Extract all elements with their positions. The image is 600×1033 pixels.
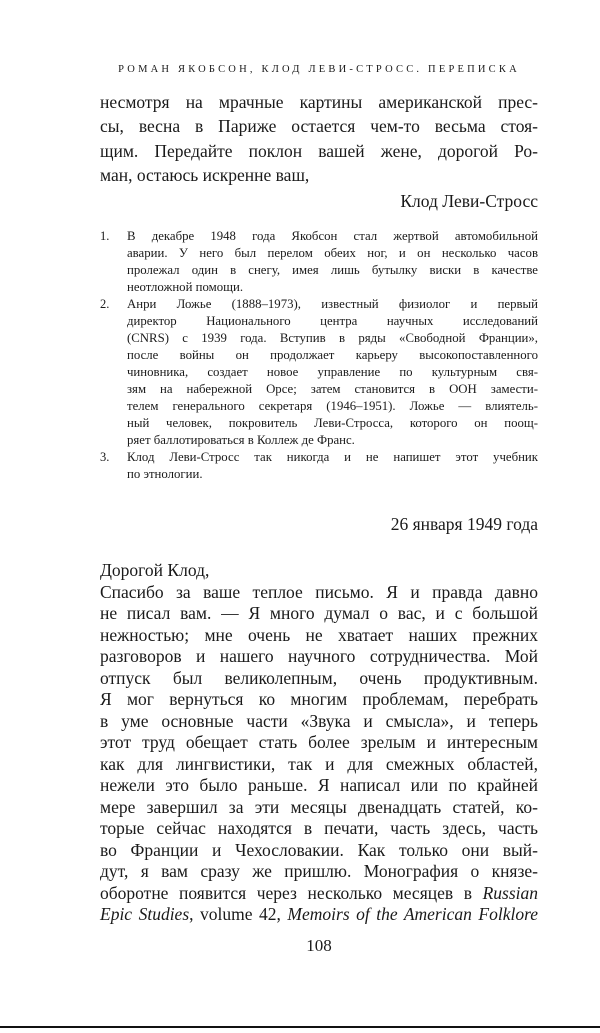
text-line: этот труд обещает стать более зрелым и интересным xyxy=(100,732,538,752)
footnotes xyxy=(100,228,538,483)
footnote-2 xyxy=(100,296,538,449)
signature: Клод Леви-Стросс xyxy=(400,191,538,212)
footnote-line: зям на набережной Орсе; затем становится в ООН замести- xyxy=(127,382,538,396)
footnote-number: 1. xyxy=(100,229,110,243)
footnote-line: директор Национального центра научных исследований xyxy=(127,314,538,328)
bottom-rule xyxy=(0,1026,600,1028)
footnote-line: В декабре 1948 года Якобсон стал жертвой автомобильной xyxy=(127,229,538,243)
text-segment: , volume 42, xyxy=(189,904,288,924)
footnote-line: по этнологии. xyxy=(127,467,203,481)
text-line: разговоров и нашего научного сотрудничества. Мой xyxy=(100,646,538,666)
footnote-number: 3. xyxy=(100,450,110,464)
text-segment: оборотне появится через несколько месяцев в xyxy=(100,882,472,903)
letter-body xyxy=(100,560,538,926)
footnote-line: после войны он продолжает карьеру высокопоставленного xyxy=(127,348,538,362)
salutation: Дорогой Клод, xyxy=(100,560,210,580)
footnote-line: Анри Ложье (1888–1973), известный физиолог и первый xyxy=(127,297,538,311)
text-line: сы, весна в Париже остается чем-то весьма стоя- xyxy=(100,116,538,137)
italic-title: Russian xyxy=(482,882,538,903)
footnote-line: пролежал один в снегу, имея лишь бутылку виски в качестве xyxy=(127,263,538,277)
footnote-line: ный человек, покровитель Леви-Стросса, которого он поощ- xyxy=(127,416,538,430)
footnote-line: неотложной помощи. xyxy=(127,280,244,294)
letter-date: 26 января 1949 года xyxy=(390,514,538,534)
text-line: во Франции и Чехословакии. Как только они вый- xyxy=(100,839,538,860)
text-line: отпуск был великолепным, очень продуктивным. xyxy=(100,667,538,688)
footnote-number: 2. xyxy=(100,297,110,311)
footnote-1 xyxy=(100,228,538,296)
footnote-line: ряет баллотироваться в Коллеж де Франс. xyxy=(127,433,355,447)
text-line: как для лингвистики, так и для смежных областей, xyxy=(100,753,538,774)
text-line: в уме основные части «Звука и смысла», и теперь xyxy=(100,710,538,731)
italic-title: Epic Studies xyxy=(100,904,190,924)
text-line xyxy=(100,883,538,905)
text-line: нежели это было раньше. Я написал или по крайней xyxy=(100,775,538,795)
text-line: Я мог вернуться ко многим проблемам, перебрать xyxy=(100,689,538,709)
italic-title: Memoirs of the American Folklore xyxy=(287,904,538,924)
footnote-3 xyxy=(100,449,538,483)
text-line: Спасибо за ваше теплое письмо. Я и правда давно xyxy=(100,581,538,602)
text-line xyxy=(100,904,538,926)
text-line: ман, остаюсь искренне ваш, xyxy=(100,164,310,185)
page-number: 108 xyxy=(306,936,332,955)
text-line: нежностью; мне очень не хватает наших прежних xyxy=(100,624,538,645)
text-line: торые сейчас находятся в печати, часть здесь, часть xyxy=(100,818,538,838)
text-line: не писал вам. — Я много думал о вас, и с большой xyxy=(100,603,538,623)
footnote-line: аварии. У него был перелом обеих ног, и он несколько часов xyxy=(127,246,538,260)
footnote-line: телем генерального секретаря (1946–1951). Ложье — влиятель- xyxy=(127,399,538,413)
footnote-line: (CNRS) с 1939 года. Вступив в ряды «Свободной Франции», xyxy=(127,331,538,345)
running-header: РОМАН ЯКОБСОН, КЛОД ЛЕВИ-СТРОСС. ПЕРЕПИСКА xyxy=(118,64,520,75)
text-line: несмотря на мрачные картины американской прес- xyxy=(100,92,538,112)
footnote-line: чиновника, создает новое управление по культурным свя- xyxy=(127,365,538,379)
text-line: щим. Передайте поклон вашей жене, дорогой Ро- xyxy=(100,140,538,161)
text-line: дут, я вам сразу же пришлю. Монография о князе- xyxy=(100,861,538,881)
text-line: мере завершил за эти месяцы двенадцать статей, ко- xyxy=(100,796,538,817)
letter-ending xyxy=(100,90,538,213)
footnote-line: Клод Леви-Стросс так никогда и не напишет этот учебник xyxy=(127,450,538,464)
